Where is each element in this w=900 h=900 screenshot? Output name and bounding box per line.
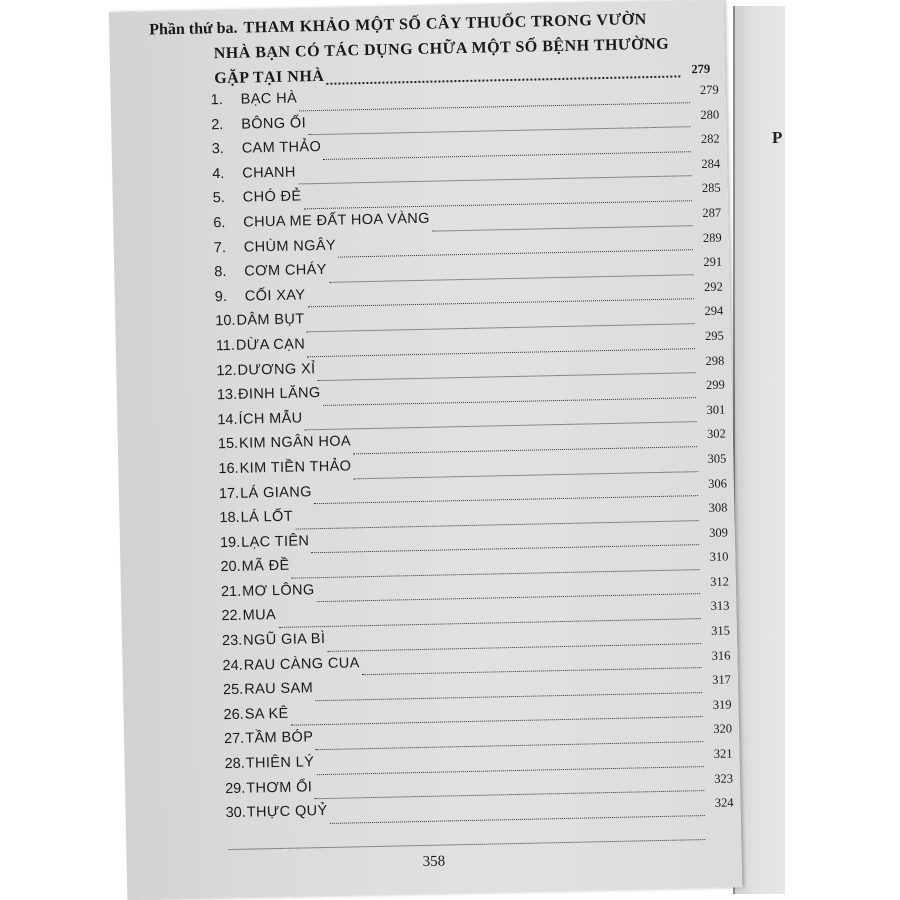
toc-entry-number: 20. bbox=[220, 559, 241, 576]
toc-entry-number: 2. bbox=[211, 116, 224, 133]
toc-entry-title: ĐINH LĂNG bbox=[237, 385, 321, 403]
toc-entry-page: 306 bbox=[707, 476, 727, 491]
toc-entry-page: 309 bbox=[708, 525, 729, 540]
toc-entry-number: 6. bbox=[213, 214, 226, 232]
toc-entry-number: 27. bbox=[223, 731, 245, 748]
toc-entry-title: MƠ LÔNG bbox=[242, 582, 315, 600]
toc-entry-number: 24. bbox=[222, 657, 243, 674]
toc-entry-title: CAM THẢO bbox=[241, 139, 322, 157]
toc-entry-number: 25. bbox=[222, 681, 244, 699]
toc-entry-title: LÁ GIANG bbox=[239, 483, 312, 502]
toc-list bbox=[211, 82, 734, 830]
toc-entry-number: 16. bbox=[218, 460, 239, 478]
toc-entry-title: CỐI XAY bbox=[244, 287, 306, 305]
toc-entry-number: 19. bbox=[219, 534, 241, 551]
part-heading-title-3: GẶP TẠI NHÀ bbox=[214, 67, 325, 88]
toc-entry-title: KIM NGÂN HOA bbox=[238, 433, 352, 453]
toc-entry-title: ÍCH MẪU bbox=[238, 410, 303, 428]
toc-entry-page: 321 bbox=[713, 746, 733, 761]
toc-entry-page: 319 bbox=[712, 697, 732, 712]
toc-entry-number: 18. bbox=[219, 509, 240, 527]
toc-entry-number: 3. bbox=[211, 141, 225, 158]
book-page bbox=[109, 0, 742, 900]
toc-entry-number: 13. bbox=[216, 386, 238, 404]
toc-entry-page: 324 bbox=[714, 795, 734, 811]
toc-entry-page: 280 bbox=[700, 107, 720, 122]
toc-trailing-page bbox=[708, 821, 734, 822]
toc-entry-number: 23. bbox=[221, 632, 243, 650]
toc-entry-number: 28. bbox=[224, 755, 245, 773]
toc-entry-title: CHANH bbox=[242, 164, 296, 182]
toc-entry-title: BÔNG ỔI bbox=[241, 114, 307, 133]
adjacent-page-letter: P bbox=[772, 128, 783, 147]
toc-entry-title: RAU SAM bbox=[244, 680, 314, 698]
page-number: 358 bbox=[422, 853, 446, 870]
toc-entry-number: 11. bbox=[215, 337, 236, 355]
toc-entry-title: LẠC TIÊN bbox=[240, 532, 310, 551]
toc-entry-title: CƠM CHÁY bbox=[244, 262, 327, 280]
toc-entry-page: 285 bbox=[701, 180, 721, 196]
toc-entry-number: 14. bbox=[217, 411, 238, 428]
toc-entry-title: DÂM BỤT bbox=[236, 311, 305, 330]
toc-entry-title: TẦM BÓP bbox=[245, 729, 314, 748]
toc-entry-page: 291 bbox=[703, 254, 723, 270]
toc-entry-page: 315 bbox=[711, 623, 731, 638]
toc-entry-number: 12. bbox=[216, 362, 237, 379]
toc-entry-page: 313 bbox=[710, 598, 730, 614]
toc-entry-page: 302 bbox=[706, 426, 726, 442]
toc-entry-page: 298 bbox=[705, 353, 725, 368]
toc-entry-title: CHÓ ĐẺ bbox=[242, 188, 302, 206]
toc-entry-page: 317 bbox=[712, 672, 732, 688]
part-heading-prefix: Phần thứ ba. bbox=[149, 19, 238, 39]
toc-entry-title: SA KÊ bbox=[244, 705, 289, 723]
toc-entry-number: 9. bbox=[214, 288, 228, 305]
part-heading bbox=[149, 6, 710, 94]
toc-entry-title: LÁ LỐT bbox=[240, 508, 294, 526]
part-heading-title-2: NHÀ BẠN CÓ TÁC DỤNG CHỮA MỘT SỐ BỆNH THƯỜNG bbox=[213, 35, 670, 63]
toc-entry-page: 301 bbox=[706, 402, 726, 417]
toc-entry-page: 289 bbox=[702, 230, 722, 245]
toc-entry-title: THIÊN LÝ bbox=[245, 754, 315, 772]
toc-entry-title: CHÙM NGÂY bbox=[243, 237, 337, 256]
toc-entry-page: 316 bbox=[711, 648, 731, 663]
toc-entry-page: 292 bbox=[703, 279, 723, 294]
toc-entry-title: CHUA ME ĐẤT HOA VÀNG bbox=[243, 210, 431, 231]
toc-entry-title: DỪA CẠN bbox=[235, 336, 306, 354]
toc-entry-number: 7. bbox=[213, 239, 227, 256]
toc-entry-page: 279 bbox=[699, 82, 719, 98]
toc-entry-number: 21. bbox=[220, 583, 242, 601]
toc-entry-page: 284 bbox=[701, 156, 721, 171]
toc-entry-page: 287 bbox=[702, 205, 722, 220]
toc-trailing-leader bbox=[228, 838, 705, 850]
toc-entry-number: 29. bbox=[224, 780, 246, 797]
toc-entry-number: 17. bbox=[218, 485, 240, 502]
toc-entry-title: MUA bbox=[242, 607, 277, 625]
toc-entry-title: RAU CÀNG CUA bbox=[243, 654, 360, 674]
toc-entry-page: 312 bbox=[710, 574, 730, 589]
toc-entry-number: 26. bbox=[223, 706, 244, 723]
toc-entry-number: 5. bbox=[212, 190, 226, 207]
toc-entry-page: 310 bbox=[709, 549, 729, 565]
toc-entry-page: 295 bbox=[704, 328, 724, 343]
toc-entry-title: NGŨ GIA BÌ bbox=[243, 631, 326, 649]
toc-entry-page: 308 bbox=[708, 500, 728, 516]
toc-entry-number: 4. bbox=[212, 165, 225, 183]
toc-entry-title: THƠM ỔI bbox=[246, 778, 313, 797]
toc-entry-number: 15. bbox=[217, 436, 239, 453]
toc-entry-title: KIM TIỀN THẢO bbox=[239, 458, 352, 477]
toc-entry-number: 1. bbox=[210, 92, 223, 109]
toc-entry-page: 294 bbox=[704, 303, 724, 319]
toc-entry-number: 10. bbox=[215, 313, 236, 330]
toc-entry-title: THỰC QUỶ bbox=[246, 803, 328, 821]
toc-entry-number: 8. bbox=[214, 264, 227, 281]
toc-entry-page: 282 bbox=[700, 131, 720, 147]
toc-entry-page: 320 bbox=[713, 721, 733, 737]
part-heading-title-1: THAM KHẢO MỘT SỐ CÂY THUỐC TRONG VƯỜN bbox=[243, 11, 647, 37]
toc-entry-number: 22. bbox=[221, 608, 242, 625]
toc-entry-page: 323 bbox=[714, 771, 734, 786]
toc-entry-title: BẠC HÀ bbox=[240, 90, 298, 108]
toc-entry-title: MÃ ĐỀ bbox=[241, 557, 290, 575]
part-heading-page: 279 bbox=[691, 61, 711, 77]
toc-entry-page: 299 bbox=[705, 377, 725, 393]
toc-entry-page: 305 bbox=[707, 451, 727, 466]
toc-entry-title: DƯƠNG XỈ bbox=[237, 360, 316, 379]
toc-entry-number: 30. bbox=[225, 804, 246, 822]
